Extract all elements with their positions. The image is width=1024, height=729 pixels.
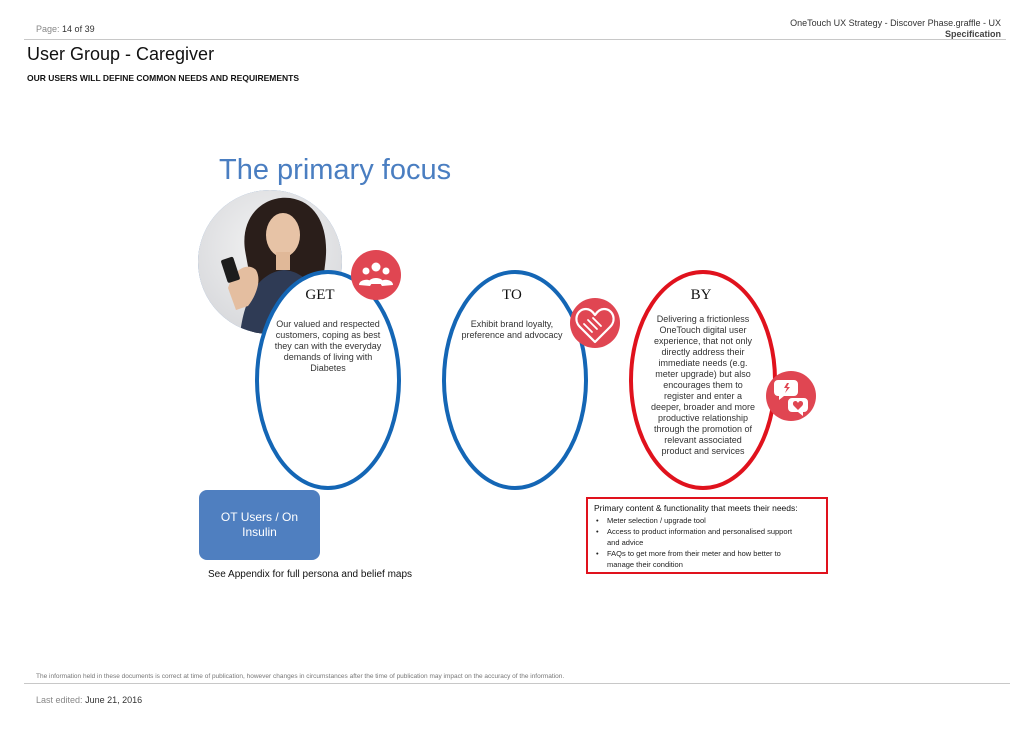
- by-line: OneTouch digital user: [659, 325, 747, 335]
- by-line: product and services: [661, 446, 745, 456]
- get-line: Our valued and respected: [276, 319, 380, 329]
- document-title-line2: Specification: [944, 29, 1001, 39]
- to-line: preference and advocacy: [461, 330, 563, 340]
- by-line: through the promotion of: [653, 424, 753, 434]
- needs-item-continuation: and advice: [607, 538, 644, 547]
- persona-box: [199, 490, 320, 560]
- to-ellipse: [444, 272, 586, 488]
- to-line: Exhibit brand loyalty,: [470, 319, 554, 329]
- disclaimer: The information held in these documents is correct at time of publication, however changes in circumstances after the time of publication may impact on the accuracy of the information.: [36, 673, 565, 680]
- get-line: demands of living with: [283, 352, 373, 362]
- get-line: customers, coping as best: [275, 330, 381, 340]
- needs-box: [586, 497, 828, 574]
- get-description: [258, 319, 398, 374]
- to-title: TO: [502, 287, 522, 303]
- by-description: [638, 314, 768, 457]
- persona-box-label: [215, 510, 305, 540]
- by-line: relevant associated: [664, 435, 742, 445]
- by-line: productive relationship: [657, 413, 749, 423]
- by-line: immediate needs (e.g.: [658, 358, 748, 368]
- needs-item-continuation: manage their condition: [607, 560, 683, 569]
- last-edited-date: June 21, 2016: [85, 695, 143, 705]
- persona-line: Insulin: [242, 525, 277, 539]
- document-title-line1: OneTouch UX Strategy - Discover Phase.graffle - UX: [790, 18, 1001, 28]
- by-line: meter upgrade) but also: [655, 369, 751, 379]
- by-line: deeper, broader and more: [650, 402, 756, 412]
- persona-line: OT Users / On: [220, 510, 299, 524]
- needs-item: • Access to product information and personalised support: [594, 526, 826, 537]
- needs-item: • Meter selection / upgrade tool: [594, 515, 826, 526]
- needs-item: • FAQs to get more from their meter and how better to: [594, 548, 826, 559]
- by-line: experience, that not only: [653, 336, 753, 346]
- chat-heart-icon: [766, 371, 816, 421]
- needs-title: Primary content & functionality that meets their needs:: [594, 503, 798, 513]
- last-edited-label: Last edited:: [36, 695, 83, 705]
- by-line: register and enter a: [663, 391, 743, 401]
- page-number: 14 of 39: [62, 24, 95, 34]
- last-edited: [36, 695, 142, 705]
- focus-title: The primary focus: [219, 154, 452, 186]
- page-label: Page:: [36, 24, 60, 34]
- get-line: Diabetes: [310, 363, 346, 373]
- get-ellipse: [257, 272, 399, 488]
- footer-divider: [24, 683, 1010, 684]
- get-title: GET: [305, 287, 335, 303]
- by-line: directly address their: [661, 347, 745, 357]
- to-description: [446, 319, 578, 341]
- get-line: they can with the everyday: [274, 341, 382, 351]
- needs-list: [594, 515, 826, 570]
- by-title: BY: [690, 287, 712, 303]
- by-line: encourages them to: [663, 380, 743, 390]
- page-title: User Group - Caregiver: [27, 44, 215, 64]
- by-line: Delivering a frictionless: [656, 314, 750, 324]
- page-subtitle: OUR USERS WILL DEFINE COMMON NEEDS AND REQUIREMENTS: [27, 73, 300, 83]
- appendix-note: See Appendix for full persona and belief maps: [208, 569, 413, 580]
